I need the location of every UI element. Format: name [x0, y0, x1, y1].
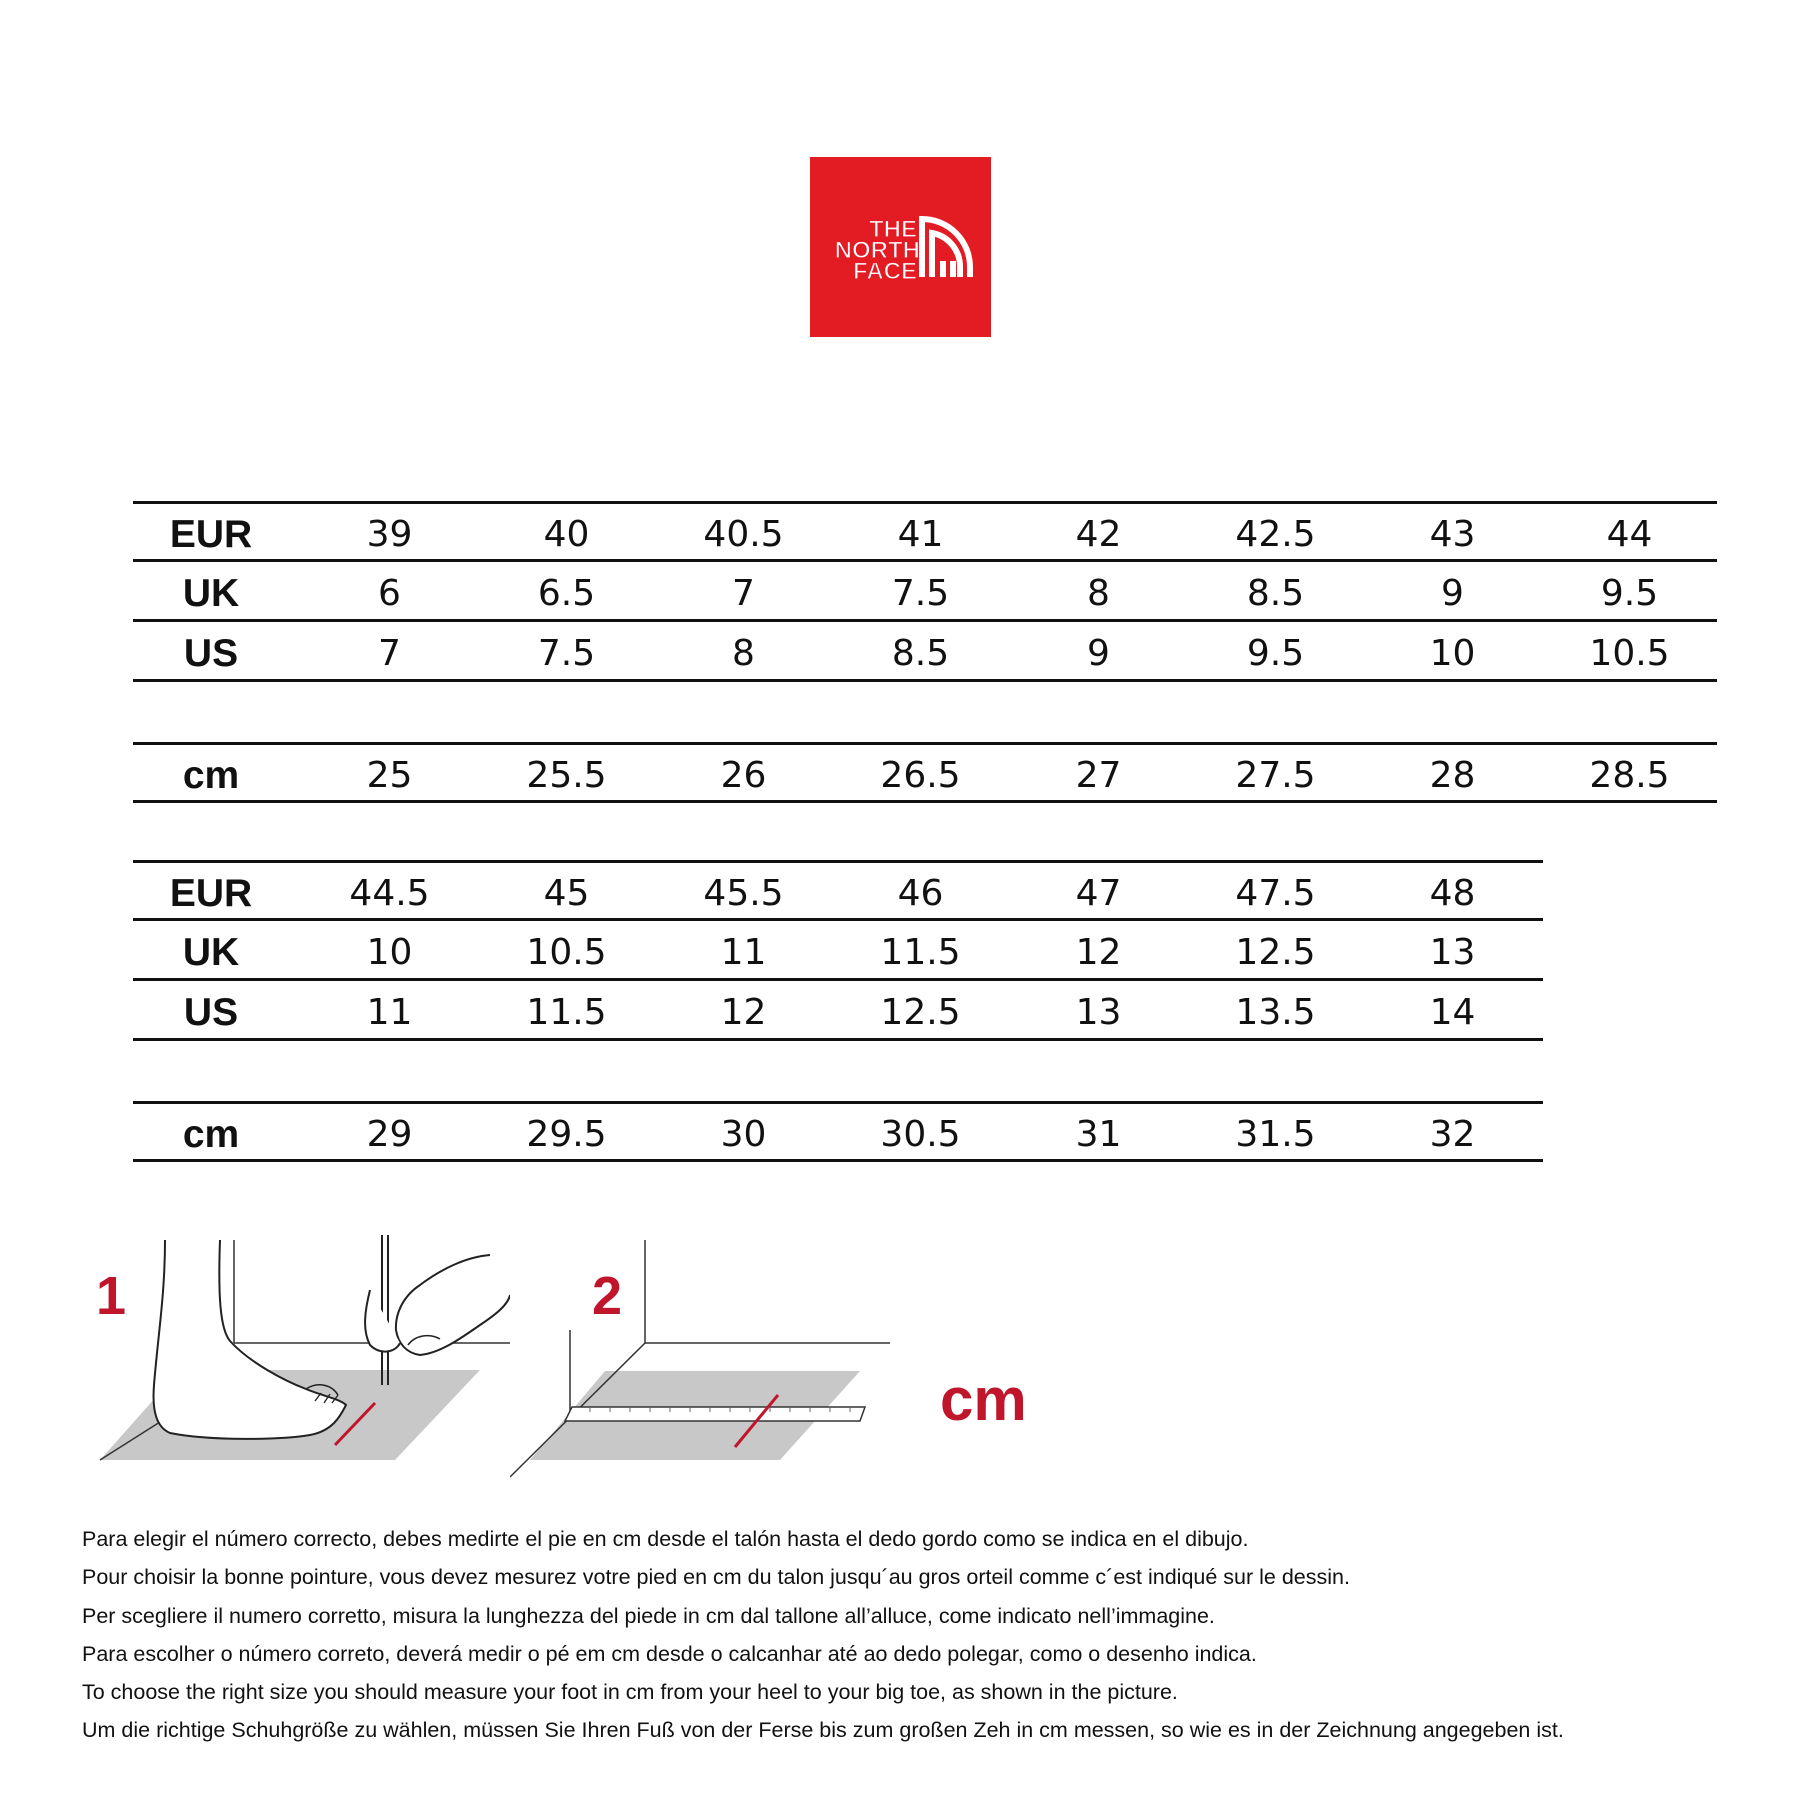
uk-cell: 11 [720, 932, 767, 973]
table-gap [133, 1041, 1543, 1101]
instruction-fr: Pour choisir la bonne pointure, vous devez mesurez votre pied en cm du talon jusqu´au gros orteil comme c´est indiqué sur le dessin. [82, 1565, 1350, 1590]
us-cell: 9.5 [1246, 633, 1305, 674]
uk-cell: 10.5 [526, 932, 607, 973]
eur-cell: 45.5 [703, 873, 784, 914]
uk-cell: 8.5 [1246, 573, 1305, 614]
eur-cell: 40 [543, 514, 590, 555]
instruction-de: Um die richtige Schuhgröße zu wählen, müssen Sie Ihren Fuß von der Ferse bis zum großen Zeh in cm messen, so wie es in der Zeichnung angegeben ist. [82, 1718, 1564, 1743]
eur-cell: 43 [1429, 514, 1476, 555]
uk-cell: 12.5 [1235, 932, 1316, 973]
cm-cell: 30 [720, 1114, 767, 1155]
us-row [133, 981, 1543, 1041]
eur-cell: 42.5 [1235, 514, 1316, 555]
row-label-eur: EUR [169, 512, 253, 556]
us-row [133, 622, 1717, 682]
cm-cell: 26.5 [880, 755, 961, 796]
cm-cell: 31 [1075, 1114, 1122, 1155]
row-label-cm: cm [182, 753, 240, 797]
eur-cell: 45 [543, 873, 590, 914]
row-label-uk: UK [182, 930, 240, 974]
instruction-it: Per scegliere il numero corretto, misura la lunghezza del piede in cm dal tallone all’alluce, come indicato nell’immagine. [82, 1603, 1215, 1628]
us-cell: 7.5 [537, 633, 596, 674]
cm-row [133, 742, 1717, 803]
us-cell: 12 [720, 992, 767, 1033]
uk-cell: 9 [1441, 573, 1464, 614]
us-cell: 11 [366, 992, 413, 1033]
uk-cell: 10 [366, 932, 413, 973]
us-cell: 8 [732, 633, 755, 674]
uk-cell: 11.5 [880, 932, 961, 973]
cm-cell: 30.5 [880, 1114, 961, 1155]
eur-cell: 48 [1429, 873, 1476, 914]
uk-cell: 8 [1087, 573, 1110, 614]
us-cell: 8.5 [891, 633, 950, 674]
cm-row [133, 1101, 1543, 1162]
uk-cell: 6.5 [537, 573, 596, 614]
table-gap [133, 682, 1717, 742]
logo-word-3: FACE [852, 258, 917, 285]
step-2-number: 2 [592, 1266, 623, 1326]
logo-word-2: NORTH [834, 237, 920, 264]
row-label-eur: EUR [169, 871, 253, 915]
eur-cell: 39 [366, 514, 413, 555]
row-label-uk: UK [182, 571, 240, 615]
uk-row [133, 921, 1543, 981]
uk-row [133, 562, 1717, 622]
us-cell: 11.5 [526, 992, 607, 1033]
eur-cell: 44 [1606, 514, 1653, 555]
instruction-es: Para elegir el número correcto, debes medirte el pie en cm desde el talón hasta el dedo gordo como se indica en el dibujo. [82, 1527, 1249, 1551]
us-cell: 10 [1429, 633, 1476, 674]
us-cell: 14 [1429, 992, 1476, 1033]
brand-logo [810, 157, 991, 337]
us-cell: 7 [378, 633, 401, 674]
row-label-us: US [183, 990, 239, 1034]
us-cell: 10.5 [1589, 633, 1670, 674]
row-label-us: US [183, 631, 239, 675]
step-1-number: 1 [96, 1266, 127, 1326]
measure-illustration [70, 1235, 1050, 1485]
cm-cell: 27 [1075, 755, 1122, 796]
uk-cell: 7.5 [891, 573, 950, 614]
half-dome-logo-icon [810, 157, 991, 337]
eur-row [133, 501, 1717, 562]
cm-cell: 29 [366, 1114, 413, 1155]
size-table-2 [133, 860, 1543, 1162]
cm-cell: 28.5 [1589, 755, 1670, 796]
instruction-pt: Para escolher o número correto, deverá medir o pé em cm desde o calcanhar até ao dedo polegar, como o desenho indica. [82, 1641, 1257, 1666]
uk-cell: 13 [1429, 932, 1476, 973]
us-cell: 13.5 [1235, 992, 1316, 1033]
cm-cell: 26 [720, 755, 767, 796]
us-cell: 12.5 [880, 992, 961, 1033]
size-table-1 [133, 501, 1717, 803]
instruction-en: To choose the right size you should measure your foot in cm from your heel to your big toe, as shown in the picture. [82, 1680, 1178, 1705]
row-label-cm: cm [182, 1112, 240, 1156]
eur-cell: 47.5 [1235, 873, 1316, 914]
eur-cell: 47 [1075, 873, 1122, 914]
ruler-measure-icon [510, 1235, 930, 1485]
cm-cell: 27.5 [1235, 755, 1316, 796]
cm-cell: 28 [1429, 755, 1476, 796]
cm-cell: 31.5 [1235, 1114, 1316, 1155]
eur-cell: 42 [1075, 514, 1122, 555]
uk-cell: 9.5 [1600, 573, 1659, 614]
eur-row [133, 860, 1543, 921]
foot-measure-icon [70, 1235, 510, 1485]
cm-cell: 25.5 [526, 755, 607, 796]
eur-cell: 46 [897, 873, 944, 914]
uk-cell: 6 [378, 573, 401, 614]
cm-cell: 29.5 [526, 1114, 607, 1155]
uk-cell: 12 [1075, 932, 1122, 973]
eur-cell: 40.5 [703, 514, 784, 555]
logo-word-1: THE [869, 216, 917, 243]
cm-cell: 25 [366, 755, 413, 796]
measuring-instructions [82, 1520, 1782, 1750]
eur-cell: 44.5 [349, 873, 430, 914]
cm-unit-label: cm [940, 1366, 1027, 1433]
us-cell: 13 [1075, 992, 1122, 1033]
uk-cell: 7 [732, 573, 755, 614]
eur-cell: 41 [897, 514, 944, 555]
us-cell: 9 [1087, 633, 1110, 674]
cm-cell: 32 [1429, 1114, 1476, 1155]
